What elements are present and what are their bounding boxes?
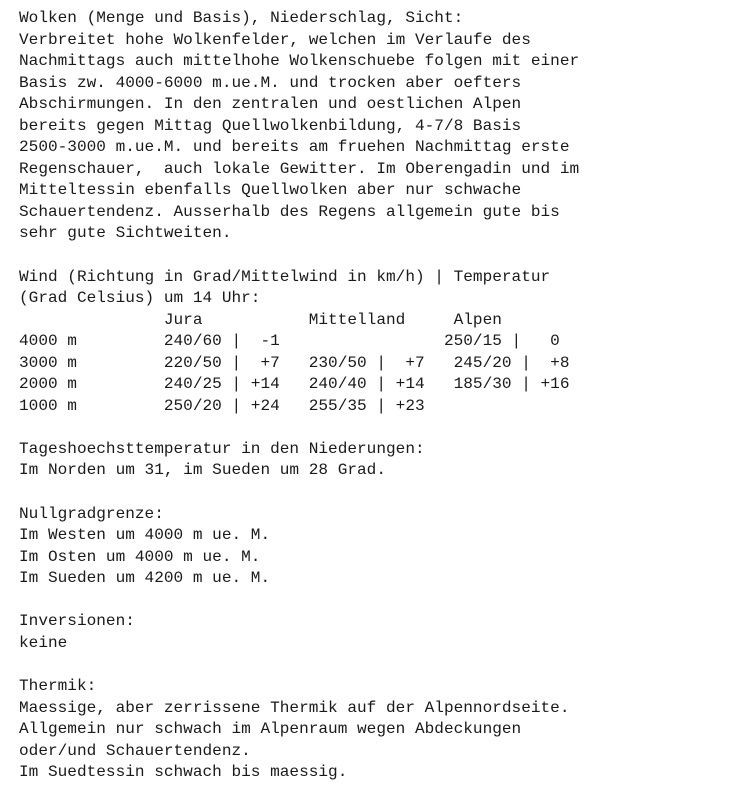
spacer (19, 482, 579, 504)
wind-column-header: Jura Mittelland Alpen (19, 310, 502, 329)
wind-heading: (Grad Celsius) um 14 Uhr: (19, 289, 261, 308)
wind-heading: Wind (Richtung in Grad/Mittelwind in km/h) | Temperatur (19, 267, 551, 286)
thermals-line: Allgemein nur schwach im Alpenraum wegen Abdeckungen (19, 720, 522, 739)
clouds-line: Regenschauer, auch lokale Gewitter. Im Oberengadin und im (19, 159, 580, 178)
clouds-line: Abschirmungen. In den zentralen und oestlichen Alpen (19, 95, 522, 114)
spacer (19, 417, 579, 439)
thermals-line: oder/und Schauertendenz. (19, 741, 251, 760)
spacer (19, 590, 579, 612)
wind-row: 2000 m 240/25 | +14 240/40 | +14 185/30 | +16 (19, 375, 570, 394)
clouds-line: Mitteltessin ebenfalls Quellwolken aber nur schwache (19, 181, 522, 200)
clouds-line: sehr gute Sichtweiten. (19, 224, 232, 243)
thermals-line: Maessige, aber zerrissene Thermik auf der Alpennordseite. (19, 698, 570, 717)
freezing-level-line: Im Osten um 4000 m ue. M. (19, 547, 261, 566)
clouds-line: Schauertendenz. Ausserhalb des Regens allgemein gute bis (19, 202, 560, 221)
clouds-line: Verbreitet hohe Wolkenfelder, welchen im Verlaufe des (19, 30, 531, 49)
wind-row: 3000 m 220/50 | +7 230/50 | +7 245/20 | +8 (19, 353, 570, 372)
spacer (19, 245, 579, 267)
clouds-line: Basis zw. 4000-6000 m.ue.M. und trocken aber oefters (19, 73, 522, 92)
forecast-text (19, 8, 579, 784)
inversions-value: keine (19, 633, 68, 652)
max-temp-line: Im Norden um 31, im Sueden um 28 Grad. (19, 461, 386, 480)
spacer (19, 654, 579, 676)
freezing-level-line: Im Westen um 4000 m ue. M. (19, 526, 271, 545)
clouds-line: 2500-3000 m.ue.M. und bereits am fruehen Nachmittag erste (19, 138, 570, 157)
clouds-heading: Wolken (Menge und Basis), Niederschlag, Sicht: (19, 9, 464, 27)
thermals-line: Im Suedtessin schwach bis maessig. (19, 763, 348, 782)
wind-row: 4000 m 240/60 | -1 250/15 | 0 (19, 332, 560, 351)
freezing-level-line: Im Sueden um 4200 m ue. M. (19, 569, 271, 588)
freezing-level-heading: Nullgradgrenze: (19, 504, 164, 523)
max-temp-heading: Tageshoechsttemperatur in den Niederungen: (19, 439, 425, 458)
thermals-heading: Thermik: (19, 676, 97, 695)
clouds-line: bereits gegen Mittag Quellwolkenbildung, 4-7/8 Basis (19, 116, 522, 135)
inversions-heading: Inversionen: (19, 612, 135, 631)
wind-row: 1000 m 250/20 | +24 255/35 | +23 (19, 396, 425, 415)
clouds-line: Nachmittags auch mittelhohe Wolkenschuebe folgen mit einer (19, 52, 580, 71)
